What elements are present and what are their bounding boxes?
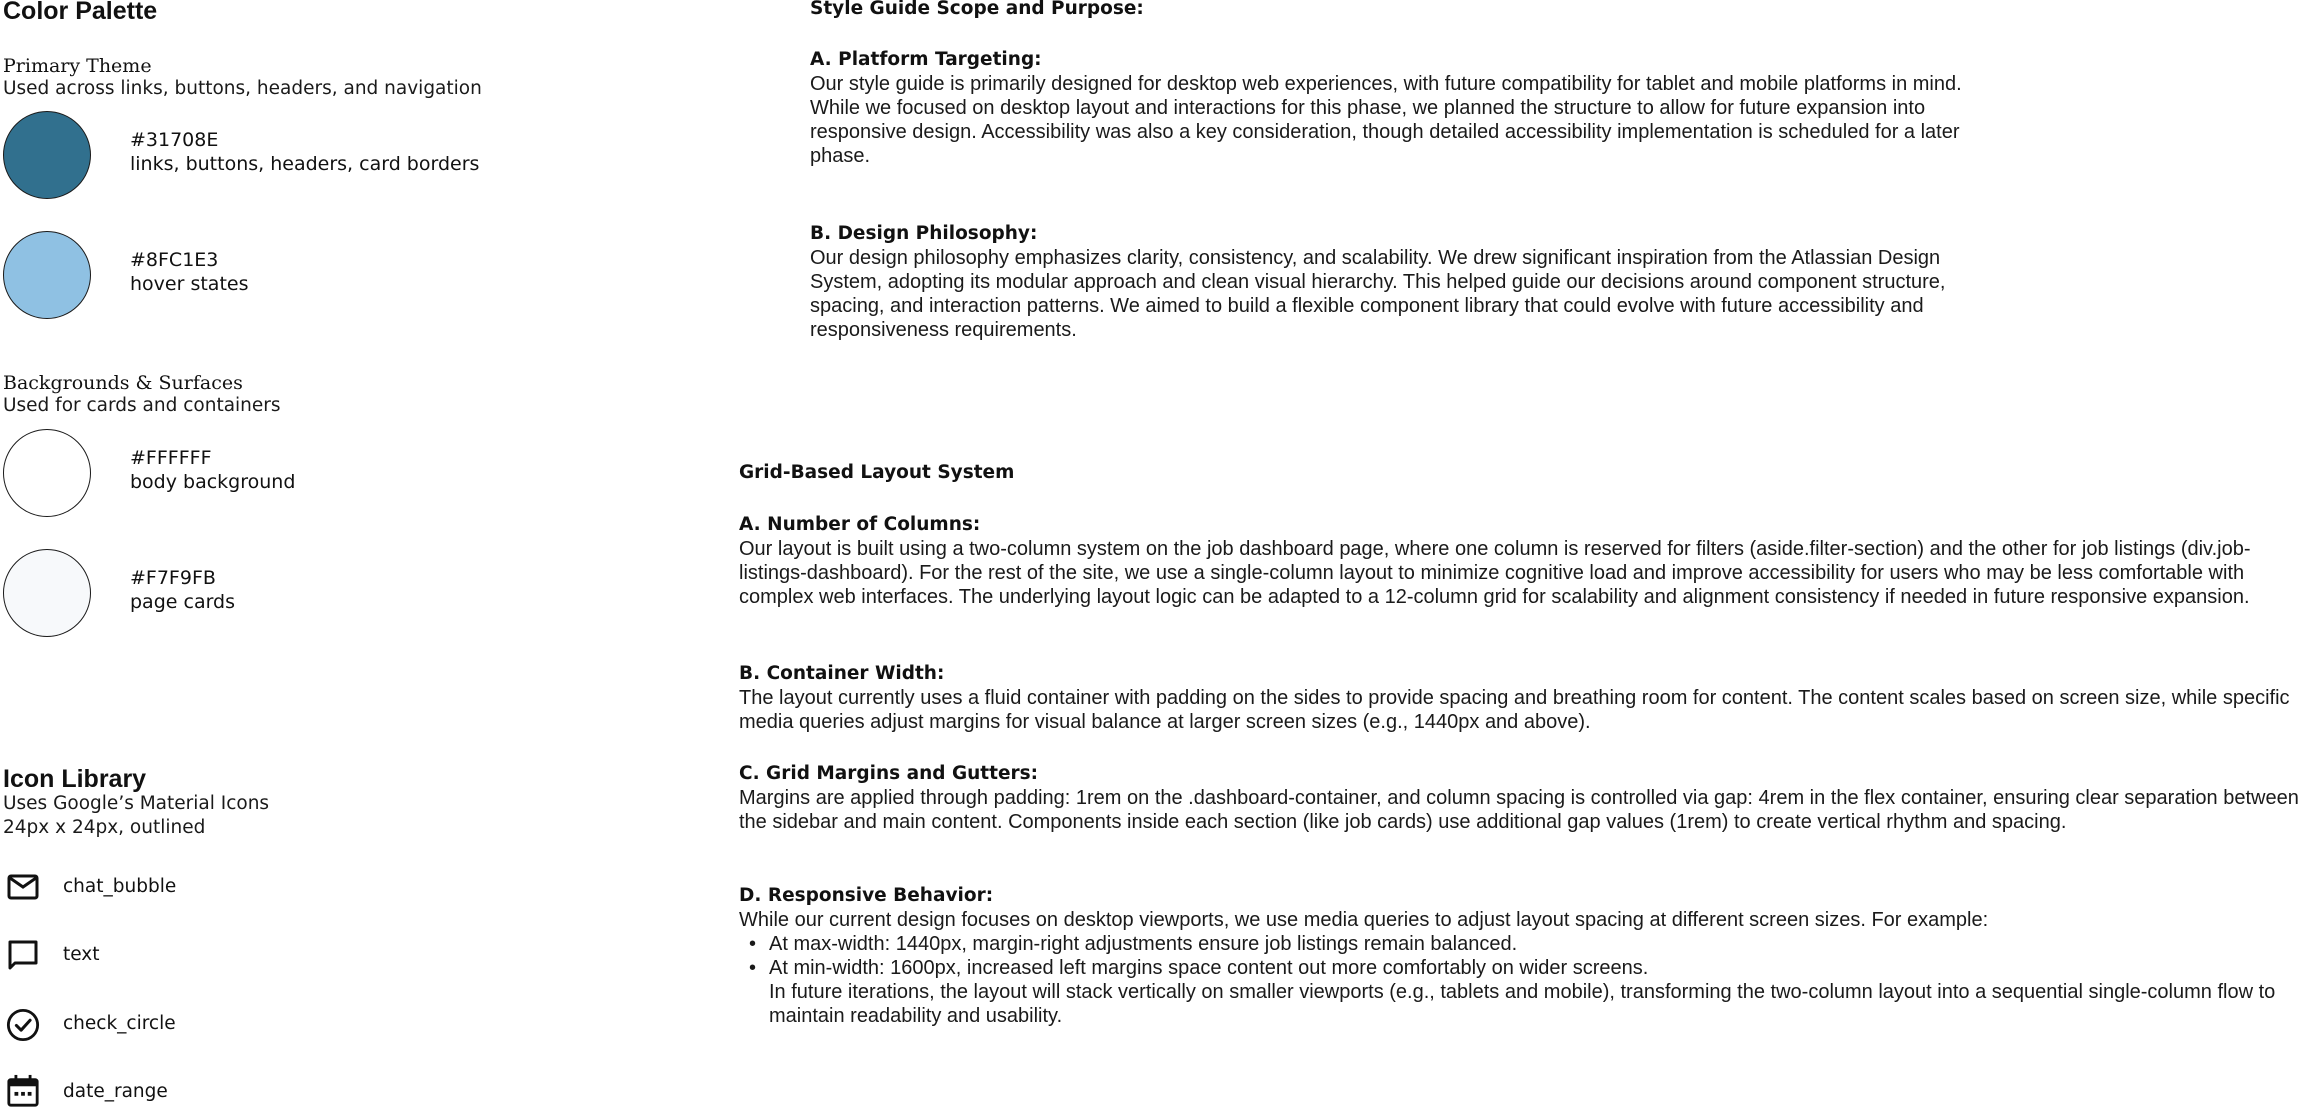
grid-section-responsive — [739, 884, 2303, 1028]
section-body: Margins are applied through padding: 1rem on the .dashboard-container, and column spacing is controlled via gap: 4rem in the flex container, ensuring clear separation between the sidebar and main content. Components inside each section (like job cards) use additional gap values (1rem) to create vertical rhythm and spacing. — [739, 787, 2299, 833]
bullet-item: • At min-width: 1600px, increased left margins space content out more comfortably on wider screens. — [749, 957, 1649, 979]
check-circle-icon — [6, 1008, 40, 1042]
primary-theme-heading: Primary Theme — [3, 55, 152, 77]
swatch-hex: #F7F9FB — [130, 567, 216, 589]
icon-library-title: Icon Library — [3, 765, 147, 793]
scope-section-platform — [810, 48, 1970, 168]
grid-section-margins-gutters — [739, 762, 2303, 834]
bullet-dot: • — [749, 933, 757, 955]
scope-title: Style Guide Scope and Purpose: — [810, 0, 1144, 19]
color-swatch-body-background — [3, 429, 91, 517]
swatch-usage: body background — [130, 471, 296, 493]
color-swatch-hover — [3, 231, 91, 319]
bullet-dot: • — [749, 957, 757, 979]
icon-label: check_circle — [63, 1013, 176, 1034]
swatch-usage: hover states — [130, 273, 249, 295]
icon-label: chat_bubble — [63, 876, 177, 897]
backgrounds-heading: Backgrounds & Surfaces — [3, 372, 243, 394]
section-body: While our current design focuses on desktop viewports, we use media queries to adjust layout spacing at different screen sizes. For example: — [739, 909, 1989, 931]
section-heading: D. Responsive Behavior: — [739, 885, 994, 906]
icon-library-subtitle: Uses Google’s Material Icons — [3, 793, 270, 814]
swatch-hex: #31708E — [130, 129, 219, 151]
chat-bubble-icon — [6, 938, 40, 972]
scope-section-philosophy — [810, 222, 1970, 342]
swatch-hex: #8FC1E3 — [130, 249, 219, 271]
icon-label: date_range — [63, 1081, 168, 1102]
color-swatch-page-cards — [3, 549, 91, 637]
section-heading: C. Grid Margins and Gutters: — [739, 763, 1039, 784]
grid-section-container-width — [739, 662, 2303, 734]
icon-library-size-note: 24px x 24px, outlined — [3, 817, 206, 838]
backgrounds-subtitle: Used for cards and containers — [3, 395, 281, 416]
bullet-item: • At max-width: 1440px, margin-right adjustments ensure job listings remain balanced. — [749, 933, 1518, 955]
section-body: Our layout is built using a two-column system on the job dashboard page, where one column is reserved for filters (aside.filter-section) and the other for job listings (div.job-listings-dashboard). For the rest of the site, we use a single-column layout to minimize cognitive load and improve accessibility for users who may be less comfortable with complex web interfaces. The underlying layout logic can be adapted to a 12-column grid for scalability and alignment consistency if needed in future responsive expansion. — [739, 538, 2251, 608]
swatch-usage: links, buttons, headers, card borders — [130, 153, 480, 175]
color-palette-title: Color Palette — [3, 0, 158, 25]
section-heading: A. Platform Targeting: — [810, 49, 1042, 70]
responsive-footer-note: In future iterations, the layout will stack vertically on smaller viewports (e.g., tablets and mobile), transforming the two-column layout into a sequential single-column flow to maintain readability and usability. — [769, 981, 2276, 1027]
grid-title: Grid-Based Layout System — [739, 462, 1015, 483]
mail-icon — [6, 870, 40, 904]
section-heading: B. Design Philosophy: — [810, 223, 1038, 244]
icon-label: text — [63, 944, 100, 965]
section-body: The layout currently uses a fluid container with padding on the sides to provide spacing and breathing room for content. The content scales based on screen size, while specific media queries adjust margins for visual balance at larger screen sizes (e.g., 1440px and above). — [739, 687, 2290, 733]
color-swatch-primary — [3, 111, 91, 199]
date-range-icon — [6, 1074, 40, 1108]
section-body: Our style guide is primarily designed for desktop web experiences, with future compatibility for tablet and mobile platforms in mind. While we focused on desktop layout and interactions for this phase, we planned the structure to allow for future expansion into responsive design. Accessibility was also a key consideration, though detailed accessibility implementation is scheduled for a later phase. — [810, 73, 1962, 167]
swatch-usage: page cards — [130, 591, 236, 613]
primary-theme-subtitle: Used across links, buttons, headers, and navigation — [3, 78, 482, 99]
section-heading: A. Number of Columns: — [739, 514, 981, 535]
section-heading: B. Container Width: — [739, 663, 945, 684]
responsive-bullet-list — [739, 932, 2303, 980]
swatch-hex: #FFFFFF — [130, 447, 212, 469]
section-body: Our design philosophy emphasizes clarity, consistency, and scalability. We drew significant inspiration from the Atlassian Design System, adopting its modular approach and clean visual hierarchy. This helped guide our decisions around component structure, spacing, and interaction patterns. We aimed to build a flexible component library that could evolve with future accessibility and responsiveness requirements. — [810, 247, 1946, 341]
grid-section-columns — [739, 513, 2303, 609]
